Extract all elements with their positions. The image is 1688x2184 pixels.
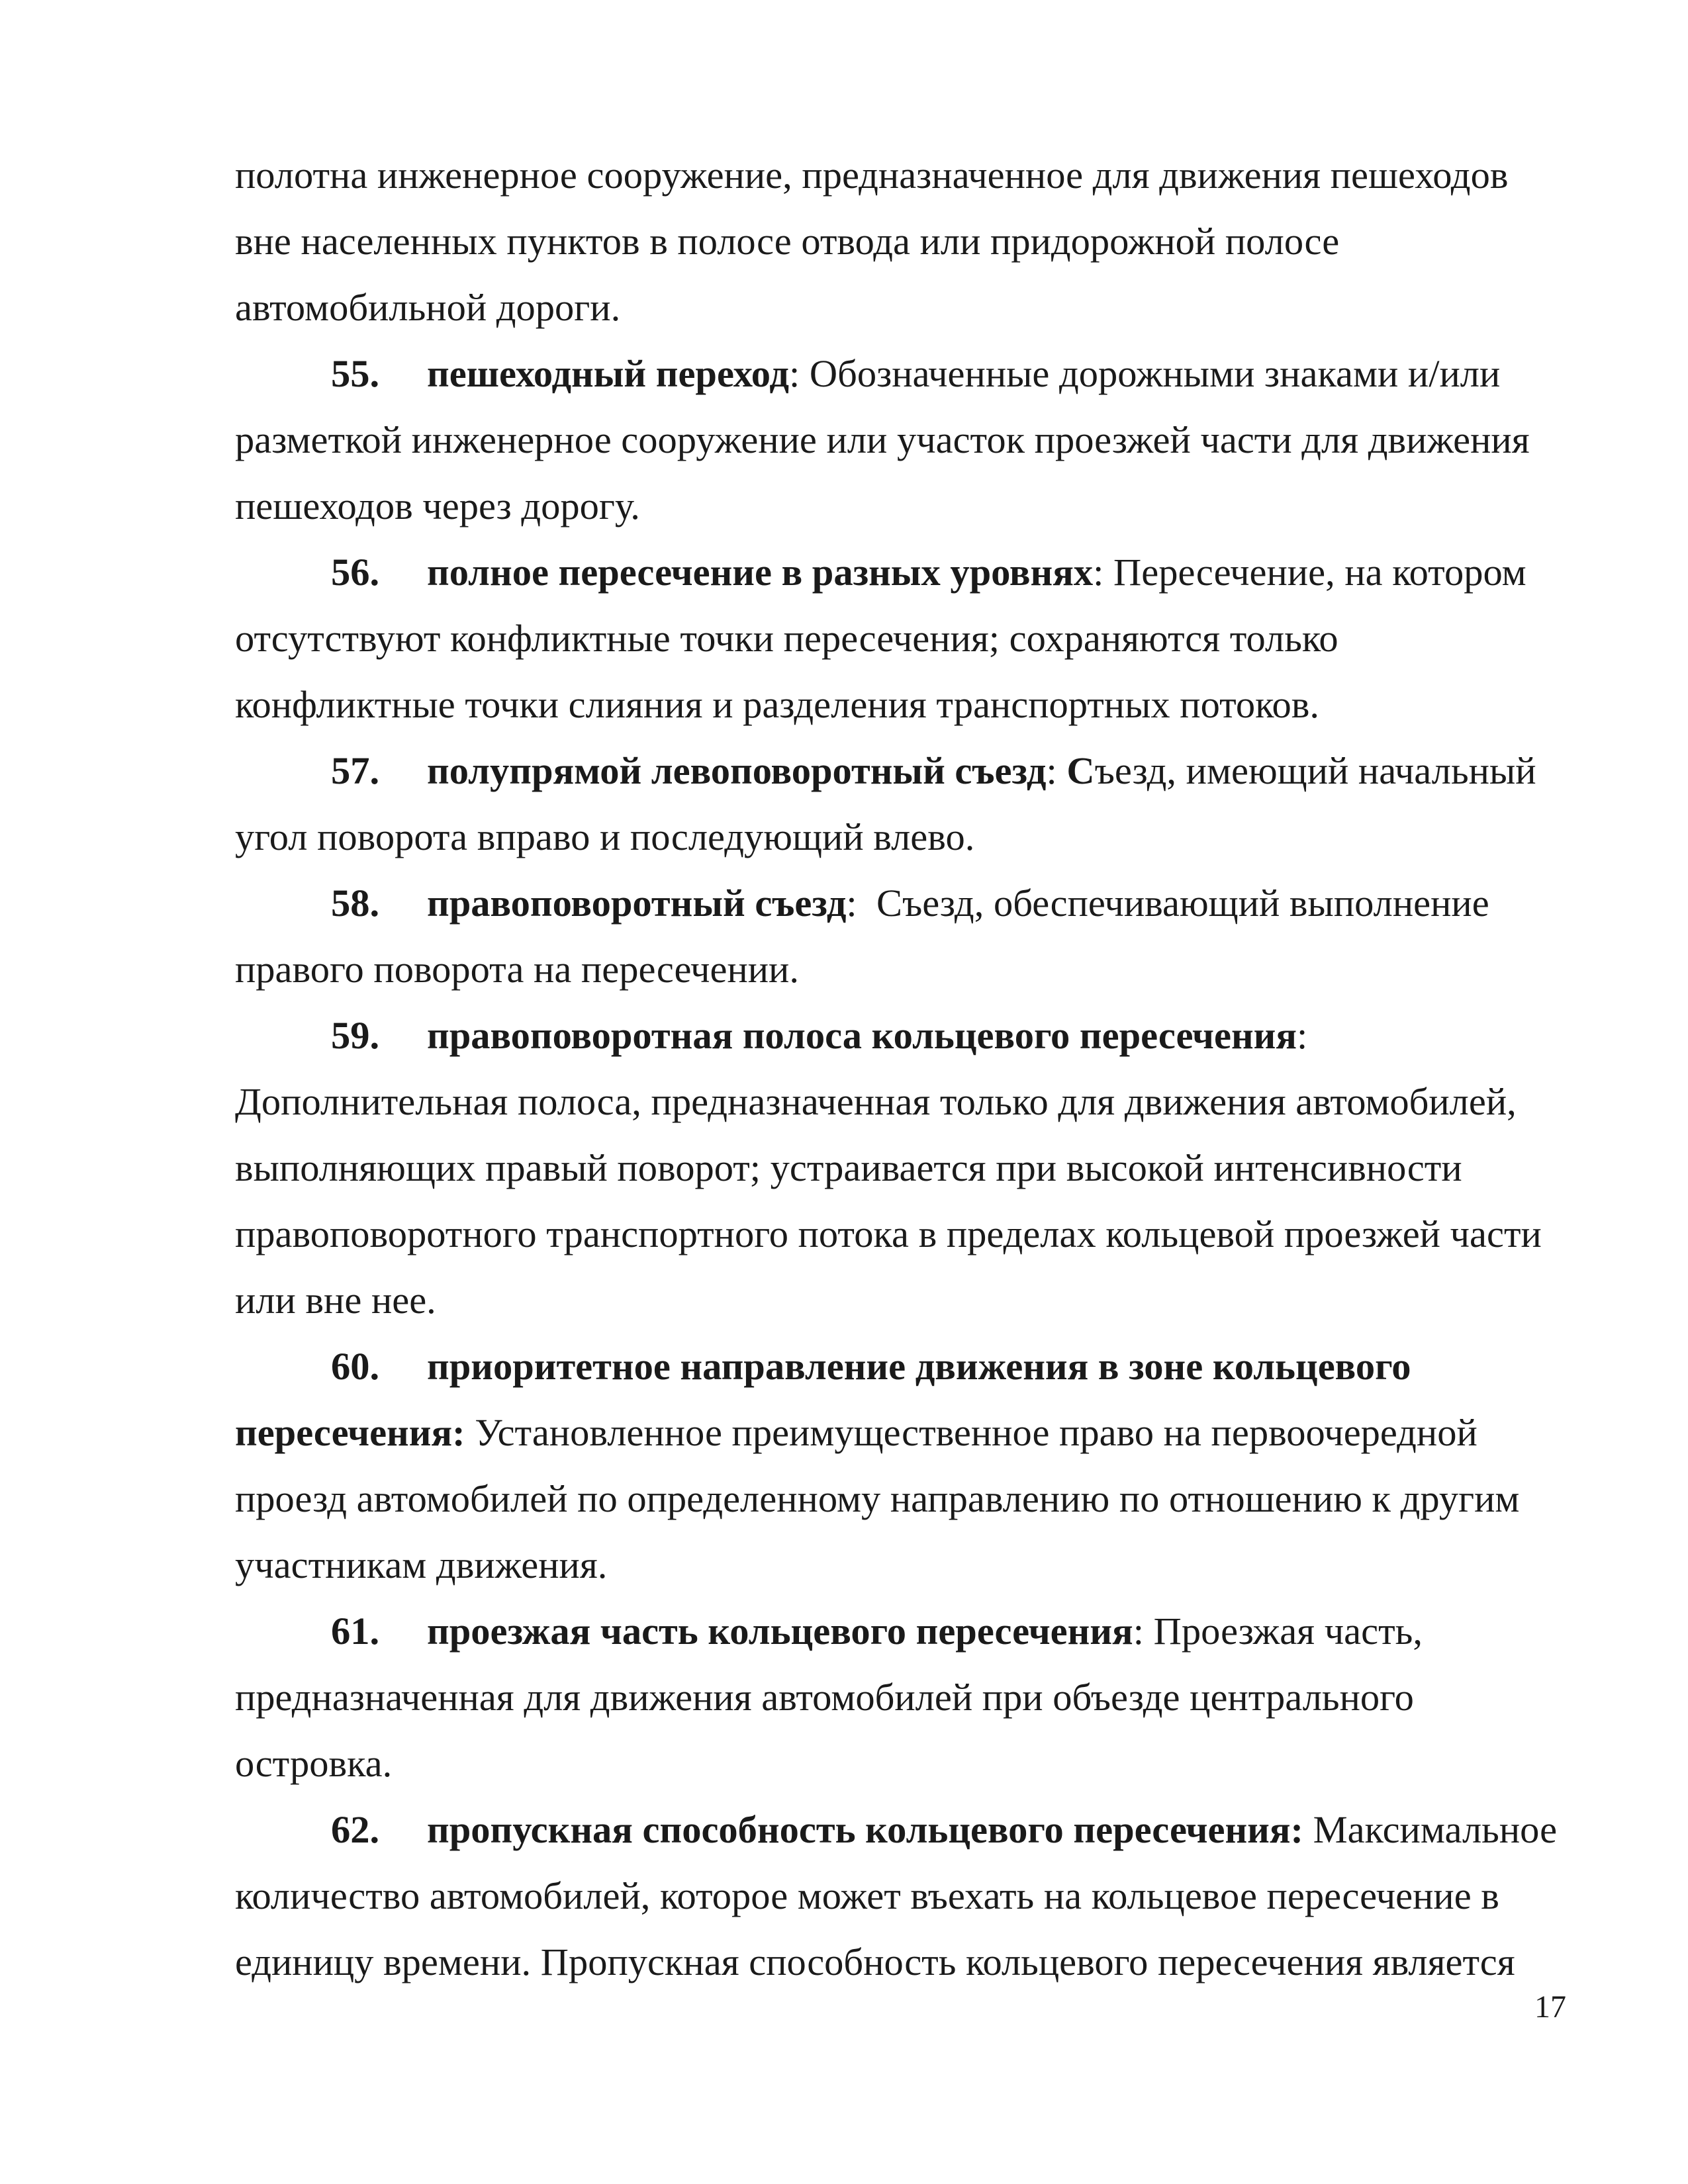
text-line: выполняющих правый поворот; устраивается при высокой интенсивности <box>235 1146 1462 1189</box>
entry-number: 59. <box>331 1014 380 1057</box>
entry-definition: Проезжая часть, <box>1143 1610 1423 1653</box>
text-line: количество автомобилей, которое может въехать на кольцевое пересечение в <box>235 1874 1499 1917</box>
entry-definition: Максимальное <box>1303 1808 1558 1851</box>
entry-number: 56. <box>331 551 380 594</box>
entry-term: проезжая часть кольцевого пересечения <box>427 1610 1133 1653</box>
entry-term: полное пересечение в разных уровнях <box>427 551 1094 594</box>
entry-term: пешеходный переход <box>427 352 789 395</box>
text-line <box>235 1410 1477 1456</box>
entry-separator: : <box>846 882 857 925</box>
text-line: правоповоротного транспортного потока в пределах кольцевой проезжей части <box>235 1212 1542 1255</box>
entry-definition: ъезд, имеющий начальный <box>1094 749 1536 792</box>
text-line: участникам движения. <box>235 1543 608 1586</box>
entry-number: 58. <box>331 882 380 925</box>
entry-definition: Пересечение, на котором <box>1103 551 1526 594</box>
text-line: правого поворота на пересечении. <box>235 948 799 991</box>
text-line: вне населенных пунктов в полосе отвода или придорожной полосе <box>235 220 1340 263</box>
text-line: автомобильной дороги. <box>235 286 621 329</box>
text-line: разметкой инженерное сооружение или участок проезжей части для движения <box>235 418 1530 461</box>
entry-term: приоритетное направление движения в зоне кольцевого <box>427 1345 1411 1388</box>
entry-separator: : <box>1046 749 1057 792</box>
text-line: проезд автомобилей по определенному направлению по отношению к другим <box>235 1477 1520 1520</box>
entry-number: 61. <box>331 1610 380 1653</box>
entry-definition: Обозначенные дорожными знаками и/или <box>800 352 1501 395</box>
text-line: пешеходов через дорогу. <box>235 484 640 527</box>
page-number: 17 <box>1534 1989 1566 2025</box>
entry-term: правоповоротная полоса кольцевого пересечения <box>427 1014 1297 1057</box>
entry-separator: : <box>1133 1610 1144 1653</box>
entry-definition: Установленное преимущественное право на первоочередной <box>465 1411 1477 1454</box>
entry-term-continuation: пересечения: <box>235 1411 465 1454</box>
entry-number: 60. <box>331 1345 380 1388</box>
entry-definition-initial: С <box>1056 749 1095 792</box>
text-line: предназначенная для движения автомобилей при объезде центрального <box>235 1676 1414 1719</box>
text-line: единицу времени. Пропускная способность кольцевого пересечения является <box>235 1940 1515 1983</box>
entry-separator: : <box>1093 551 1104 594</box>
entry-number: 57. <box>331 749 380 792</box>
entry-term: правоповоротный съезд <box>427 882 847 925</box>
text-line: полотна инженерное сооружение, предназначенное для движения пешеходов <box>235 154 1509 197</box>
entry-term: пропускная способность кольцевого пересечения: <box>427 1808 1303 1851</box>
text-line: или вне нее. <box>235 1279 436 1322</box>
entry-term: полупрямой левоповоротный съезд <box>427 749 1047 792</box>
text-line: угол поворота вправо и последующий влево. <box>235 815 975 858</box>
entry-number: 55. <box>331 352 380 395</box>
entry-separator: : <box>1297 1014 1308 1057</box>
text-line: отсутствуют конфликтные точки пересечения; сохраняются только <box>235 617 1338 660</box>
text-line: Дополнительная полоса, предназначенная только для движения автомобилей, <box>235 1080 1517 1123</box>
entry-definition: Съезд, обеспечивающий выполнение <box>857 882 1489 925</box>
entry-number: 62. <box>331 1808 380 1851</box>
text-line: островка. <box>235 1742 393 1785</box>
text-line: конфликтные точки слияния и разделения транспортных потоков. <box>235 683 1320 726</box>
entry-separator: : <box>788 352 800 395</box>
